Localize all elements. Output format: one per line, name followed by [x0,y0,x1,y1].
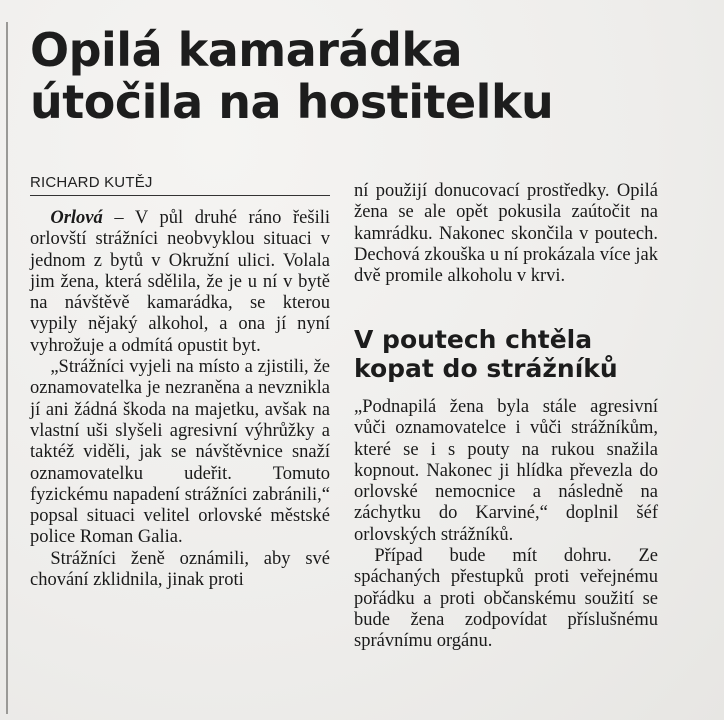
subheadline-line-2: kopat do strážníků [354,354,618,383]
dateline-location: Orlová [50,208,103,228]
headline-line-1: Opilá kamarádka [30,23,463,77]
article-column-left [30,208,330,591]
headline-line-2: útočila na hostitelku [30,75,554,129]
headline [30,24,710,128]
subheadline [354,325,674,383]
paragraph-2: „Strážníci vyjeli na místo a zjistili, že oznamovatelka je nezraněna a nevznikla jí ani žádná škoda na majetku, avšak na vlastní uši slyšeli agresivní výhrůžky a taktéž viděli, jak se návštěvnice snaží oznamovatelku udeřit. Tomuto fyzickému napadení strážníci zabránili,“ popsal situaci velitel orlovské městské police Roman Galia. [30,357,330,548]
lead-paragraph [30,208,330,357]
paragraph-3-continued: ní použijí donucovací prostředky. Opilá žena se ale opět pokusila zaútočit na kamrádku. Nakonec skončila v poutech. Dechová zkouška u ní prokázala více jak dvě promile alkoholu v krvi. [354,181,658,287]
article-column-right-bottom [354,397,658,653]
paragraph-5: Případ bude mít dohru. Ze spáchaných přestupků proti veřejnému pořádku a proti občanskému soužití se bude žena zodpovídat příslušnému správnímu orgánu. [354,546,658,652]
paragraph-4: „Podnapilá žena byla stále agresivní vůči oznamovatelce i vůči strážníkům, které se i s pouty na rukou snažila kopnout. Nakonec ji hlídka převezla do orlovské nemocnice a následně na záchytku do Karviné,“ doplnil šéf orlovských strážníků. [354,397,658,545]
subheadline-line-1: V poutech chtěla [354,325,593,354]
byline: RICHARD KUTĚJ [30,174,330,196]
column-rule [6,22,8,714]
article-column-right-top [354,181,658,287]
lead-text: – V půl druhé ráno řešili orlovští strážníci neobvyklou situaci v jednom z bytů v Okružní ulici. Volala jim žena, která sdělila, že je u ní v bytě na návštěvě kamarádka, se kterou vypily nějaký alkohol, a ona jí nyní vyhrožuje a odmítá opustit byt. [30,208,330,356]
paragraph-3: Strážníci ženě oznámili, aby své chování zklidnila, jinak proti [30,548,330,591]
